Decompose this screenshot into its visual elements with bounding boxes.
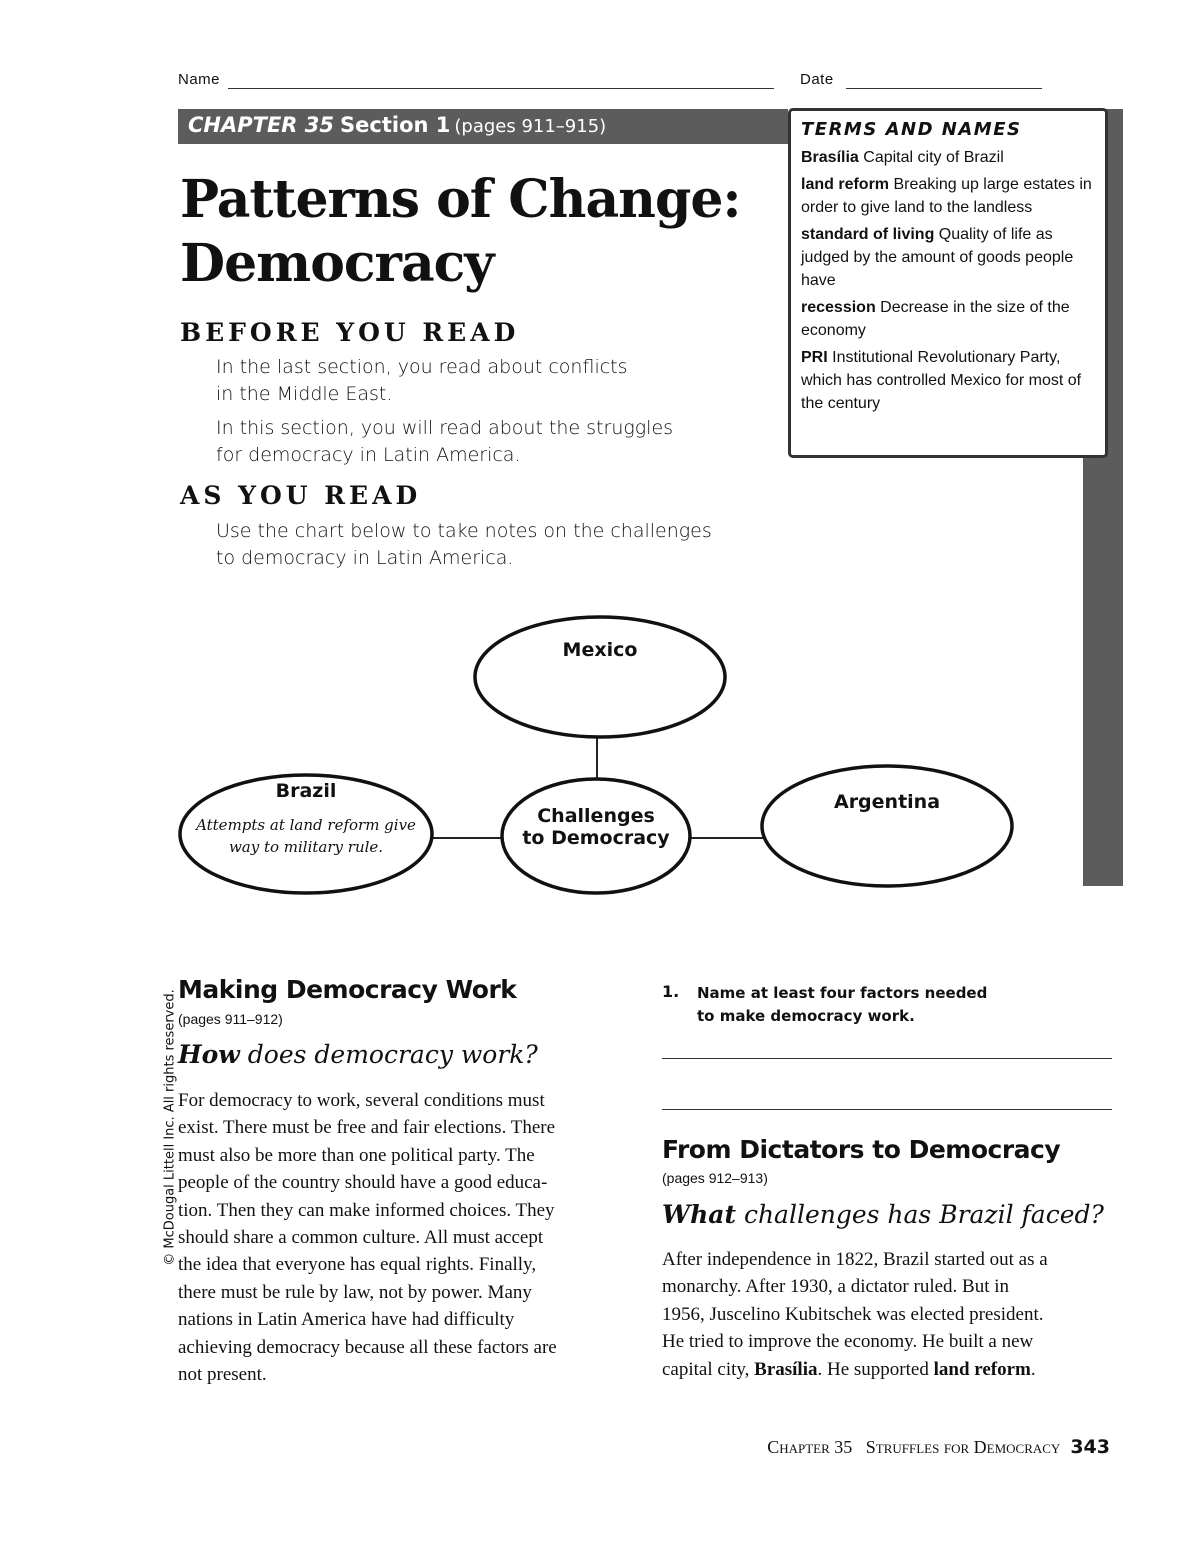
focus-word: How — [178, 1040, 240, 1069]
term-definition: Quality of life as judged by the amount of goods people have — [801, 226, 1074, 289]
page-number: 343 — [1070, 1436, 1110, 1458]
focus-rest: does democracy work? — [239, 1040, 538, 1069]
center-label — [496, 805, 696, 849]
para-line: exist. There must be free and fair elections. There — [178, 1117, 556, 1139]
as-you-read-heading: AS YOU READ — [180, 481, 422, 510]
term-name: Brasília — [801, 149, 859, 166]
term-name: PRI — [801, 349, 828, 366]
answer-line[interactable] — [662, 1109, 1112, 1110]
para-line: monarchy. After 1930, a dictator ruled. But in — [662, 1276, 1010, 1298]
question-text — [697, 982, 987, 1028]
date-label: Date — [800, 71, 834, 88]
section-paragraph — [662, 1246, 1112, 1383]
section-number: Section 1 — [340, 113, 451, 137]
term-definition: Decrease in the size of the economy — [801, 299, 1070, 339]
chapter-number: CHAPTER 35 — [188, 113, 335, 137]
text-line: In the last section, you read about conflicts — [216, 356, 628, 378]
term-definition: Breaking up large estates in order to give land to the landless — [801, 176, 1092, 216]
para-line: must also be more than one political party. The — [178, 1144, 535, 1166]
center-label-line: Challenges — [537, 805, 655, 827]
para-line: 1956, Juscelino Kubitschek was elected president. — [662, 1303, 1044, 1325]
copyright-notice: © McDougal Littell Inc. All rights reserved. — [162, 989, 178, 1266]
section-pages: (pages 911–912) — [178, 1011, 283, 1027]
before-you-read-heading: BEFORE YOU READ — [180, 318, 520, 347]
term-definition: Capital city of Brazil — [863, 149, 1004, 166]
para-line: nations in Latin America have had difficulty — [178, 1309, 515, 1331]
para-line: people of the country should have a good educa- — [178, 1172, 548, 1194]
title-line: Patterns of Change: — [180, 169, 741, 230]
question-line: to make democracy work. — [697, 1007, 915, 1025]
argentina-label: Argentina — [833, 791, 941, 813]
page-footer — [600, 1436, 1110, 1458]
para-line — [662, 1356, 1112, 1383]
section-heading-democracy: Making Democracy Work — [178, 975, 517, 1004]
term-name: land reform — [801, 176, 890, 193]
mexico-oval[interactable] — [475, 617, 725, 737]
text-line: In this section, you will read about the struggles — [216, 417, 674, 439]
section-pages: (pages 912–913) — [662, 1170, 768, 1186]
note-line: way to military rule. — [228, 838, 384, 856]
mexico-label: Mexico — [562, 639, 638, 661]
title-line: Democracy — [180, 233, 494, 294]
para-line: He tried to improve the economy. He built a new — [662, 1331, 1034, 1353]
answer-line[interactable] — [662, 1058, 1112, 1059]
text-line: in the Middle East. — [216, 383, 393, 405]
focus-rest: challenges has Brazil faced? — [736, 1200, 1104, 1229]
para-line: After independence in 1822, Brazil started out as a — [662, 1249, 1048, 1270]
name-label: Name — [178, 71, 221, 88]
focus-word: What — [662, 1200, 736, 1229]
brazil-note — [186, 814, 426, 858]
term-reference: land reform — [933, 1358, 1031, 1380]
term-name: recession — [801, 299, 876, 316]
term-reference: Brasília — [754, 1358, 818, 1380]
text-run: capital city, — [662, 1358, 755, 1380]
question-line: Name at least four factors needed — [697, 984, 988, 1002]
section-paragraph — [178, 1087, 628, 1388]
text-line: Use the chart below to take notes on the challenges — [216, 520, 712, 542]
para-line: not present. — [178, 1364, 267, 1386]
para-line: there must be rule by law, not by power. Many — [178, 1281, 532, 1303]
term-name: standard of living — [801, 226, 935, 243]
para-line: the idea that everyone has equal rights. Finally, — [178, 1254, 537, 1276]
note-line: Attempts at land reform give — [196, 816, 416, 834]
argentina-oval[interactable] — [762, 766, 1012, 886]
section-pages: (pages 911–915) — [454, 116, 607, 137]
brazil-label: Brazil — [275, 780, 337, 802]
para-line: tion. Then they can make informed choices. They — [178, 1199, 555, 1221]
focus-question — [662, 1200, 1104, 1229]
text-run: . He supported — [817, 1358, 934, 1380]
focus-question — [178, 1040, 538, 1069]
question-number: 1. — [662, 982, 680, 1001]
text-line: for democracy in Latin America. — [216, 444, 521, 466]
para-line: achieving democracy because all these factors are — [178, 1336, 557, 1358]
terms-heading: TERMS AND NAMES — [801, 119, 1022, 140]
para-line: For democracy to work, several conditions must — [178, 1090, 545, 1111]
section-heading-dictators: From Dictators to Democracy — [662, 1135, 1061, 1164]
para-line: should share a common culture. All must accept — [178, 1227, 544, 1249]
center-label-line: to Democracy — [522, 827, 670, 849]
text-run: . — [1030, 1358, 1036, 1380]
term-definition: Institutional Revolutionary Party, which has controlled Mexico for most of the century — [801, 349, 1082, 412]
text-line: to democracy in Latin America. — [216, 547, 514, 569]
footer-text: Chapter 35 Struffles for Democracy — [767, 1437, 1061, 1457]
